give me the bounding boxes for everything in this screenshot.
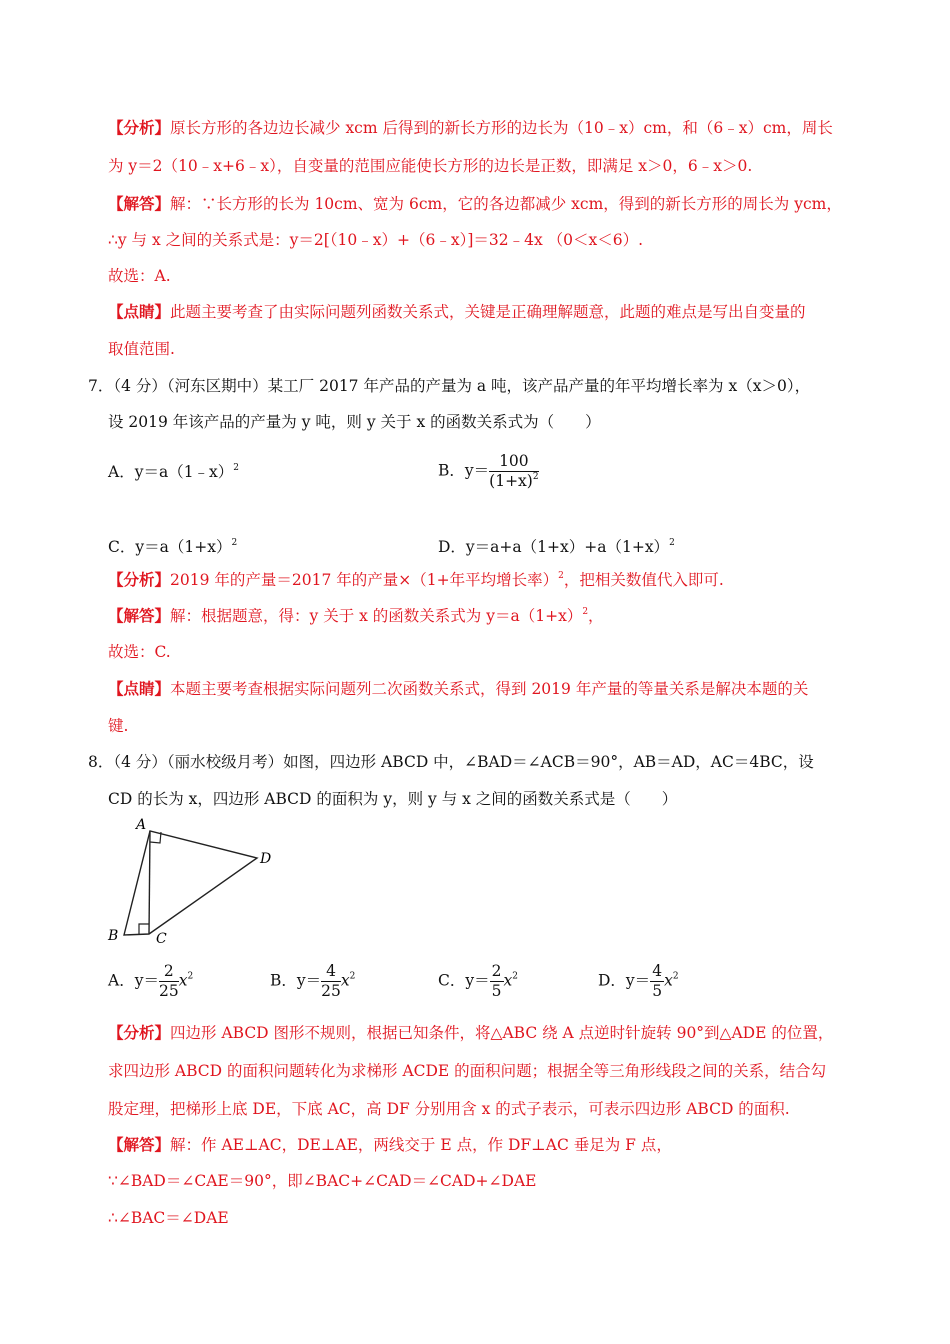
q7-option-b-exp: 2	[532, 472, 539, 482]
q7-option-b-fraction	[489, 452, 538, 491]
q8-option-c-label: C．y＝	[438, 971, 490, 990]
analysis-tag: 【分析】	[108, 118, 171, 137]
q8-stem-line1	[88, 752, 814, 772]
q7-option-c-exp: 2	[231, 538, 238, 548]
answer-tag: 【解答】	[108, 194, 171, 213]
q8-option-b-den: 25	[321, 982, 341, 1000]
q8-option-c-exp: 2	[512, 971, 518, 982]
q7-option-c-text: C．y＝a（1+x）	[108, 538, 232, 556]
q8-answer-text1: 解：作 AE⊥AC，DE⊥AE，两线交于 E 点，作 DF⊥AC 垂足为 F 点，	[170, 1136, 672, 1154]
q6-answer-text1: 解：∵长方形的长为 10cm、宽为 6cm，它的各边都减少 xcm，得到的新长方形的周长为 ycm，	[170, 195, 842, 213]
q8-option-b[interactable]	[270, 962, 355, 1001]
quadrilateral-outline	[124, 831, 257, 935]
vertex-label-d: D	[260, 851, 272, 867]
q7-option-b-prefix: B．y＝	[438, 461, 490, 480]
q6-comment-line2: 取值范围.	[108, 340, 175, 358]
q8-option-b-num: 4	[321, 962, 341, 982]
q7-choice: 故选：C.	[108, 643, 171, 661]
q8-analysis-line2: 求四边形 ABCD 的面积问题转化为求梯形 ACDE 的面积问题；根据全等三角形线段之间的关系，结合勾	[108, 1062, 827, 1080]
q7-number: 7．	[88, 377, 114, 395]
q8-option-d-fraction	[650, 962, 664, 1001]
q8-option-b-label: B．y＝	[270, 971, 322, 990]
q8-analysis-line3: 股定理，把梯形上底 DE，下底 AC，高 DF 分别用含 x 的式子表示，可表示四边形 ABCD 的面积.	[108, 1100, 790, 1118]
q7-option-c[interactable]	[108, 535, 237, 557]
answer-tag: 【解答】	[108, 606, 171, 625]
comment-tag: 【点睛】	[108, 679, 171, 698]
q8-option-a-den: 25	[158, 982, 179, 1000]
q7-analysis-exp: 2	[558, 571, 564, 581]
analysis-tag: 【分析】	[108, 1023, 171, 1042]
q8-option-a[interactable]	[108, 962, 193, 1001]
comment-tag: 【点睛】	[108, 302, 171, 321]
vertex-label-c: C	[156, 931, 167, 947]
q7-analysis-tail: ，把相关数值代入即可.	[563, 571, 724, 589]
q8-option-b-fraction	[321, 962, 341, 1001]
q7-stem-line1	[88, 376, 810, 396]
q8-option-c-fraction	[490, 962, 504, 1001]
q7-analysis-text: 2019 年的产量＝2017 年的产量×（1+年平均增长率）	[170, 571, 559, 589]
q6-comment-line1	[108, 302, 806, 322]
q8-option-d-num: 4	[652, 962, 663, 980]
vertex-label-a: A	[136, 817, 147, 833]
q7-answer-text: 解：根据题意，得：y 关于 x 的函数关系式为 y＝a（1+x）	[170, 607, 583, 625]
q8-option-d-den: 5	[652, 982, 663, 1000]
q7-answer-exp: 2	[582, 607, 589, 617]
q7-option-a-text: A．y＝a（1﹣x）	[108, 463, 234, 481]
q8-answer-line1	[108, 1135, 672, 1155]
q8-option-a-fraction	[159, 962, 179, 1001]
q7-option-b-num: 100	[489, 452, 538, 472]
q7-option-a[interactable]	[108, 460, 239, 482]
q8-option-c-var: x	[503, 971, 513, 990]
quadrilateral-figure	[100, 812, 290, 952]
q8-option-a-num: 2	[159, 962, 179, 982]
q8-option-c[interactable]	[438, 962, 518, 1001]
q8-stem-line2: CD 的长为 x，四边形 ABCD 的面积为 y，则 y 与 x 之间的函数关系式是（ ）	[108, 790, 678, 808]
q7-option-b-den	[489, 472, 538, 491]
q6-comment-text1: 此题主要考查了由实际问题列函数关系式，关键是正确理解题意，此题的难点是写出自变量的	[170, 303, 806, 321]
q8-answer-line2: ∵∠BAD＝∠CAE＝90°，即∠BAC+∠CAD＝∠CAD+∠DAE	[108, 1172, 537, 1190]
q6-answer-line2: ∴y 与 x 之间的关系式是：y＝2[（10﹣x）+（6﹣x）]＝32﹣4x （0＜x＜6）.	[108, 231, 644, 249]
q8-option-d-exp: 2	[672, 971, 679, 982]
q6-analysis-line1	[108, 118, 833, 138]
q8-answer-line3: ∴∠BAC＝∠DAE	[108, 1209, 229, 1227]
q6-analysis-line2: 为 y＝2（10﹣x+6﹣x），自变量的范围应能使长方形的边长是正数，即满足 x＞0，6﹣x＞0.	[108, 157, 753, 175]
q8-analysis-text1: 四边形 ABCD 图形不规则，根据已知条件，将△ABC 绕 A 点逆时针旋转 90°到△ADE 的位置，	[170, 1024, 834, 1042]
q6-answer-line1	[108, 194, 842, 214]
q8-analysis-line1	[108, 1023, 833, 1043]
q8-option-d-label: D．y＝	[598, 971, 651, 990]
q7-stem-line2: 设 2019 年该产品的产量为 y 吨，则 y 关于 x 的函数关系式为（ ）	[108, 413, 601, 431]
q6-choice: 故选：A.	[108, 267, 171, 285]
q7-answer	[108, 606, 604, 626]
q7-comment-line1	[108, 679, 808, 699]
q8-option-c-den: 5	[491, 982, 502, 1000]
q7-option-d[interactable]	[438, 535, 675, 557]
q7-answer-tail: ，	[588, 607, 604, 625]
q7-stem-text1: （4 分）（河东区期中）某工厂 2017 年产品的产量为 a 吨，该产品产量的年平均增长率为 x（x＞0），	[113, 377, 811, 395]
q8-option-d-var: x	[664, 971, 673, 990]
right-angle-mark-c	[139, 924, 149, 934]
q8-option-c-num: 2	[491, 962, 502, 980]
q6-analysis-text1: 原长方形的各边边长减少 xcm 后得到的新长方形的边长为（10﹣x）cm，和（6﹣x）cm，周长	[170, 119, 833, 137]
vertex-label-b: B	[108, 928, 119, 944]
q8-option-b-exp: 2	[349, 971, 356, 982]
q7-option-b[interactable]	[438, 452, 539, 491]
q8-option-a-label: A．y＝	[108, 971, 159, 990]
q7-analysis	[108, 570, 724, 590]
q7-option-d-exp: 2	[669, 538, 675, 548]
diagonal-ac	[149, 831, 150, 934]
q8-option-b-var: x	[340, 971, 350, 990]
q8-option-d[interactable]	[598, 962, 679, 1001]
q7-comment-text1: 本题主要考查根据实际问题列二次函数关系式，得到 2019 年产量的等量关系是解决本题的关	[170, 680, 809, 698]
q7-comment-line2: 键.	[108, 717, 129, 735]
q8-option-a-exp: 2	[187, 971, 194, 982]
q7-option-a-exp: 2	[233, 463, 240, 473]
analysis-tag: 【分析】	[108, 570, 171, 589]
q8-number: 8．	[88, 753, 114, 771]
answer-tag: 【解答】	[108, 1135, 171, 1154]
q8-option-a-var: x	[178, 971, 188, 990]
q7-option-d-text: D．y＝a+a（1+x）+a（1+x）	[438, 538, 670, 556]
q8-stem-text1: （4 分）（丽水校级月考）如图，四边形 ABCD 中，∠BAD＝∠ACB＝90°，AB＝AD，AC＝4BC，设	[113, 753, 814, 771]
q7-option-b-den-text: (1+x)	[489, 472, 533, 490]
